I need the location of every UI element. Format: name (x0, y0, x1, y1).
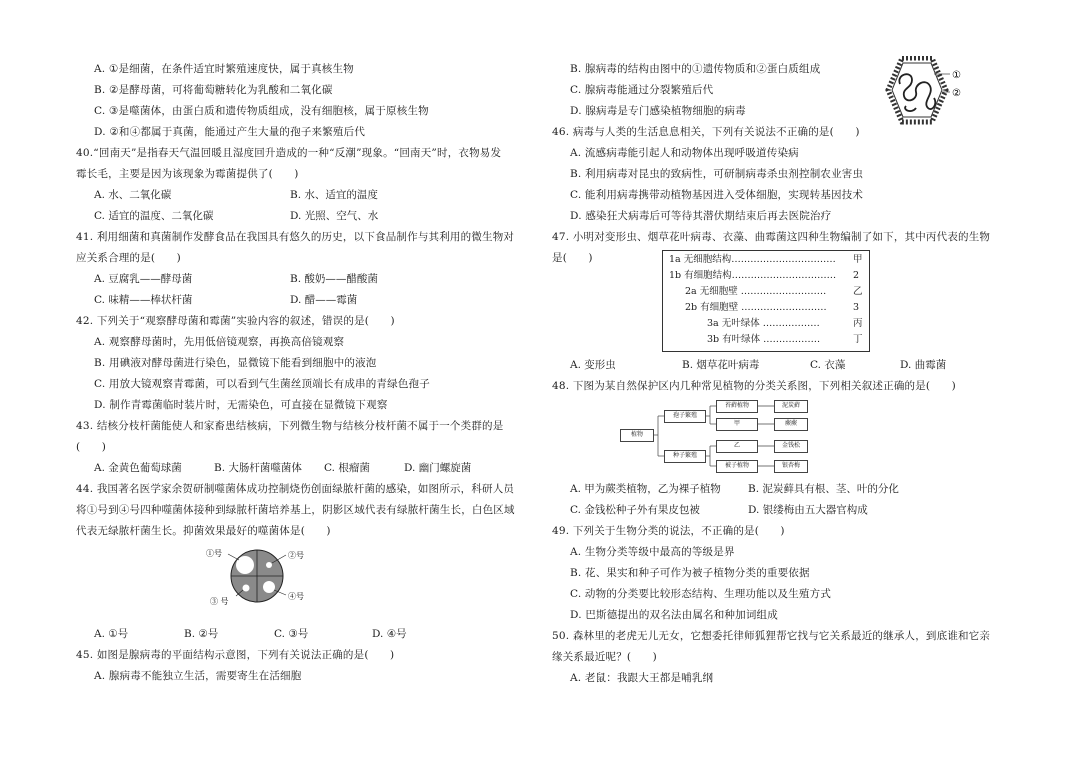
key-end-2b: 3 (853, 302, 860, 313)
q47-stem-line2: 是( ) (552, 252, 593, 264)
q40-option-a: A. 水、二氧化碳 (94, 189, 172, 201)
q42-option-b: B. 用碘液对酵母菌进行染色，显微镜下能看到细胞中的液泡 (94, 357, 377, 369)
q47-stem-line1: 47. 小明对变形虫、烟草花叶病毒、衣藻、曲霉菌这四种生物编制了如下，其中丙代表的生物 (552, 231, 991, 243)
dichotomous-key (662, 250, 870, 352)
dish-label-4: ④号 (288, 592, 304, 601)
q46-stem: 46. 病毒与人类的生活息息相关，下列有关说法不正确的是( ) (552, 126, 860, 138)
q39-option-a: A. ①是细菌，在条件适宜时繁殖速度快，属于真核生物 (94, 63, 354, 75)
q43-option-d: D. 幽门螺旋菌 (404, 462, 472, 474)
key-end-3b: 丁 (853, 334, 863, 345)
q47-option-d: D. 曲霉菌 (900, 359, 947, 371)
q44-stem-line3: 代表无绿脓杆菌生长。抑菌效果最好的噬菌体是( ) (76, 525, 331, 537)
q50-option-a: A. 老鼠：我跟大王都是哺乳纲 (570, 672, 714, 684)
q42-option-a: A. 观察酵母菌时，先用低倍镜观察，再换高倍镜观察 (94, 336, 345, 348)
key-line-2a: 2a 无细胞壁 ……………………… (685, 286, 827, 297)
dish-label-3: ③ 号 (210, 597, 229, 606)
q43-option-a: A. 金黄色葡萄球菌 (94, 462, 182, 474)
zone-3 (243, 585, 250, 592)
q50-stem-line2: 缘关系最近呢？( ) (552, 651, 657, 663)
tree-jia: 甲 (716, 418, 758, 431)
key-end-3a: 丙 (853, 318, 863, 329)
q44-option-b: B. ②号 (184, 628, 219, 640)
q45-option-d: D. 腺病毒是专门感染植物细胞的病毒 (570, 105, 746, 117)
q48-option-b: B. 泥炭藓具有根、茎、叶的分化 (748, 483, 899, 495)
q40-option-d: D. 光照、空气、水 (290, 210, 379, 222)
q40-option-c: C. 适宜的温度、二氧化碳 (94, 210, 214, 222)
q41-option-b: B. 酸奶——醋酸菌 (290, 273, 378, 285)
q48-stem: 48. 下图为某自然保护区内几种常见植物的分类关系图，下列相关叙述正确的是( ) (552, 380, 956, 392)
virus-label-1: ① (952, 70, 961, 81)
key-line-3b: 3b 有叶绿体 ……………… (707, 334, 821, 345)
q40-option-b: B. 水、适宜的温度 (290, 189, 378, 201)
key-end-2a: 乙 (853, 286, 863, 297)
key-line-2b: 2b 有细胞壁 ……………………… (685, 302, 827, 313)
q48-option-c: C. 金钱松种子外有果皮包被 (570, 504, 700, 516)
q41-option-c: C. 味精——棒状杆菌 (94, 294, 193, 306)
q48-option-a: A. 甲为蕨类植物，乙为裸子植物 (570, 483, 721, 495)
zone-4 (263, 581, 275, 593)
tree-nitan: 泥炭藓 (774, 400, 808, 413)
virus-inner (892, 63, 942, 117)
tree-angiosperm: 被子植物 (716, 460, 758, 473)
q39-option-d: D. ②和④都属于真菌，能通过产生大量的孢子来繁殖后代 (94, 126, 366, 138)
q45-option-c: C. 腺病毒能通过分裂繁殖后代 (570, 84, 714, 96)
q46-option-b: B. 利用病毒对昆虫的致病性，可研制病毒杀虫剂控制农业害虫 (570, 168, 864, 180)
tree-seed: 种子繁殖 (664, 450, 706, 463)
q40-stem-line2: 霉长毛，主要是因为该现象为霉菌提供了( ) (76, 168, 299, 180)
q49-option-d: D. 巴斯德提出的双名法由属名和种加词组成 (570, 609, 778, 621)
petri-dish-figure (206, 546, 356, 606)
q47-option-b: B. 烟草花叶病毒 (682, 359, 760, 371)
q43-stem-line2: ( ) (76, 441, 106, 453)
q42-option-d: D. 制作青霉菌临时装片时，无需染色，可直接在显微镜下观察 (94, 399, 388, 411)
tree-yinxing: 银杏梅 (774, 460, 808, 473)
zone-2 (266, 562, 272, 568)
tree-root: 植物 (620, 429, 654, 442)
q39-option-c: C. ③是噬菌体，由蛋白质和遗传物质组成，没有细胞核，属于原核生物 (94, 105, 429, 117)
q46-option-c: C. 能利用病毒携带动植物基因进入受体细胞，实现转基因技术 (570, 189, 864, 201)
virus-label-2: ② (952, 88, 961, 99)
q44-stem-line2: 将①号到④号四种噬菌体接种到绿脓杆菌培养基上，阴影区域代表有绿脓杆菌生长，白色区域 (76, 504, 515, 516)
q49-stem: 49. 下列关于生物分类的说法，不正确的是( ) (552, 525, 785, 537)
q48-option-d: D. 银缕梅由五大器官构成 (748, 504, 868, 516)
dish-label-2: ②号 (288, 551, 304, 560)
adenovirus-figure (882, 56, 972, 128)
adenovirus-svg (882, 56, 972, 128)
q43-option-b: B. 大肠杆菌噬菌体 (214, 462, 302, 474)
q44-option-a: A. ①号 (94, 628, 129, 640)
plant-classification-tree (618, 398, 818, 478)
key-line-1b: 1b 有细胞结构…………………………… (669, 270, 837, 281)
q46-option-a: A. 流感病毒能引起人和动物体出现呼吸道传染病 (570, 147, 799, 159)
q40-stem-line1: 40.“回南天”是指春天气温回暖且湿度回升造成的一种“反潮”现象。“回南天”时，衣物易发 (76, 147, 502, 159)
q41-stem-line2: 应关系合理的是( ) (76, 252, 181, 264)
q45-option-b: B. 腺病毒的结构由图中的①遗传物质和②蛋白质组成 (570, 63, 821, 75)
key-line-3a: 3a 无叶绿体 ……………… (707, 318, 820, 329)
q47-option-a: A. 变形虫 (570, 359, 616, 371)
key-line-1a: 1a 无细胞结构…………………………… (669, 254, 836, 265)
q43-option-c: C. 根瘤菌 (324, 462, 370, 474)
zone-1 (236, 556, 254, 574)
tree-jinqian: 金钱松 (774, 440, 808, 453)
q43-stem-line1: 43. 结核分枝杆菌能使人和家畜患结核病，下列微生物与结核分枝杆菌不属于一个类群的是 (76, 420, 504, 432)
q46-option-d: D. 感染狂犬病毒后可等待其潜伏期结束后再去医院治疗 (570, 210, 832, 222)
tree-spore: 孢子繁殖 (664, 410, 706, 423)
q44-option-d: D. ④号 (372, 628, 407, 640)
q44-option-c: C. ③号 (274, 628, 309, 640)
q47-option-c: C. 衣藻 (810, 359, 846, 371)
q42-stem: 42. 下列关于“观察酵母菌和霉菌”实验内容的叙述，错误的是( ) (76, 315, 395, 327)
dish-label-1: ①号 (206, 549, 222, 558)
q50-stem-line1: 50. 森林里的老虎无儿无女，它想委托律师狐狸帮它找与它关系最近的继承人，到底谁和它亲 (552, 630, 991, 642)
q45-option-a: A. 腺病毒不能独立生活，需要寄生在活细胞 (94, 670, 302, 682)
q45-stem: 45. 如图是腺病毒的平面结构示意图，下列有关说法正确的是( ) (76, 649, 395, 661)
q41-option-d: D. 醋——霉菌 (290, 294, 358, 306)
key-end-1a: 甲 (853, 254, 863, 265)
label-line-1 (228, 554, 239, 560)
q41-stem-line1: 41. 利用细菌和真菌制作发酵食品在我国具有悠久的历史，以下食品制作与其利用的微生物对 (76, 231, 515, 243)
q49-option-c: C. 动物的分类要比较形态结构、生理功能以及生殖方式 (570, 588, 832, 600)
petri-dish-svg (206, 546, 356, 606)
q49-option-a: A. 生物分类等级中最高的等级是界 (570, 546, 735, 558)
tree-yi: 乙 (716, 440, 758, 453)
q39-option-b: B. ②是酵母菌，可将葡萄糖转化为乳酸和二氧化碳 (94, 84, 333, 96)
key-end-1b: 2 (853, 270, 860, 281)
q42-option-c: C. 用放大镜观察青霉菌，可以看到气生菌丝顶端长有成串的青绿色孢子 (94, 378, 430, 390)
tree-moss: 苔藓植物 (716, 400, 758, 413)
tree-juejue: 蕨蕨 (774, 418, 808, 431)
q49-option-b: B. 花、果实和种子可作为被子植物分类的重要依据 (570, 567, 810, 579)
q41-option-a: A. 豆腐乳——酵母菌 (94, 273, 193, 285)
q44-stem-line1: 44. 我国著名医学家余贺研制噬菌体成功控制烧伤创面绿脓杆菌的感染，如图所示，科研人员 (76, 483, 515, 495)
